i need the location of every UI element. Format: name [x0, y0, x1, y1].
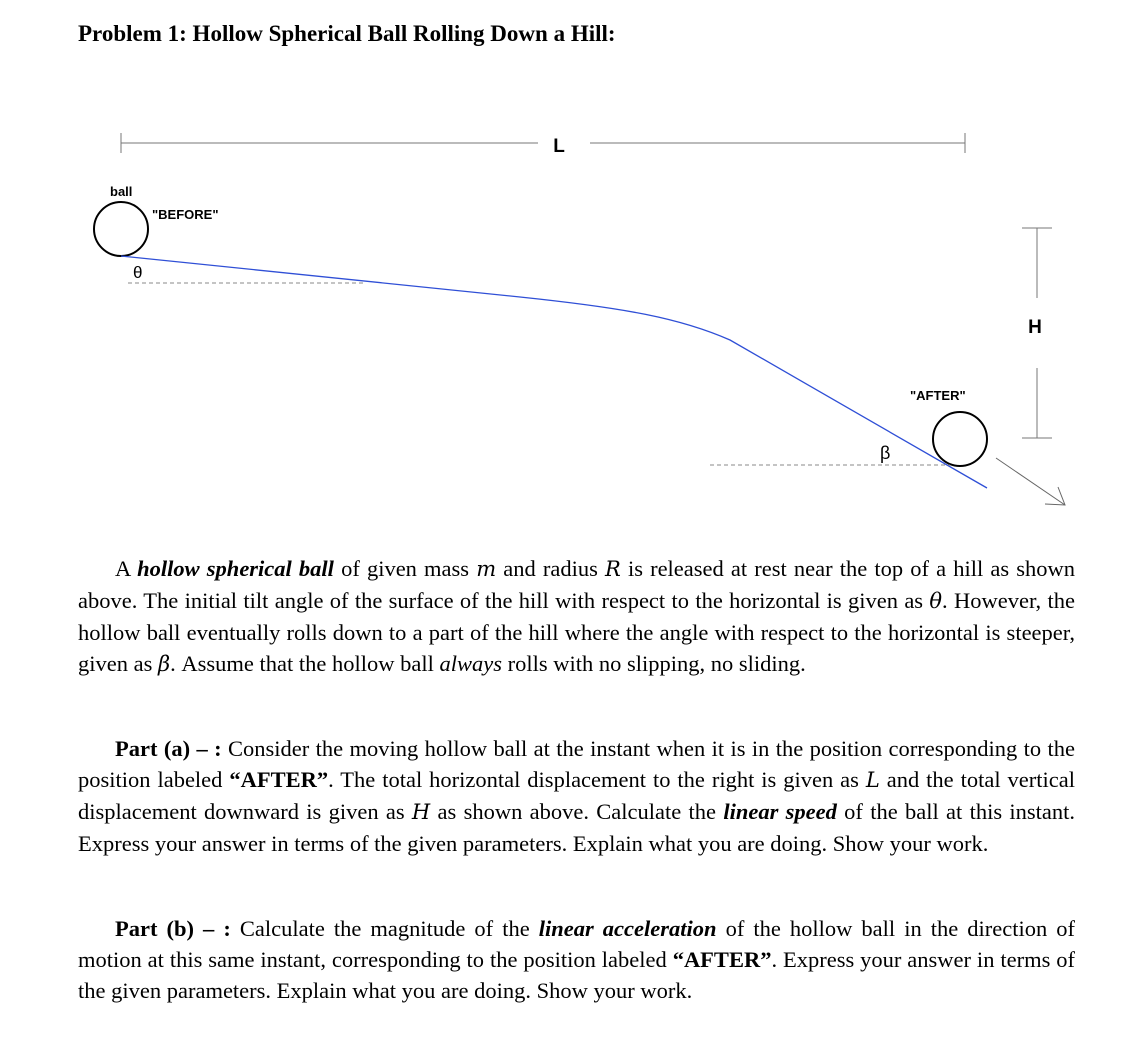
label-theta: θ: [133, 263, 143, 282]
part-b-heading: Part (b) – :: [115, 916, 231, 941]
label-ball: ball: [110, 184, 133, 199]
label-beta: β: [880, 443, 891, 463]
part-a: Part (a) – : Consider the moving hollow ball at the instant when it is in the position corresponding to the position labeled “AFTER”. The total horizontal displacement to the right is given as L and the total vertical displacement downward is given as H as shown above. Calculate the linear speed of the ball at this instant. Express your answer in terms of the given parameters. Explain what you are doing. Show your work.: [78, 736, 1075, 856]
problem-title: Problem 1: Hollow Spherical Ball Rolling Down a Hill:: [78, 21, 616, 46]
label-after: "AFTER": [910, 388, 966, 403]
label-before: "BEFORE": [152, 207, 219, 222]
problem-description: A hollow spherical ball of given mass m and radius R is released at rest near the top of a hill as shown above. The initial tilt angle of the surface of the hill with respect to the horizontal is given as θ. However, the hollow ball eventually rolls down to a part of the hill where the angle with respect to the horizontal is steeper, given as β. Assume that the hollow ball always rolls with no slipping, no sliding.: [78, 556, 1075, 676]
ball-before: [94, 202, 148, 256]
part-a-heading: Part (a) – :: [115, 736, 222, 761]
ball-after: [933, 412, 987, 466]
label-H: H: [1028, 317, 1042, 338]
motion-arrow: [996, 458, 1065, 505]
part-b: Part (b) – : Calculate the magnitude of the linear acceleration of the hollow ball in the direction of motion at this same instant, corresponding to the position labeled “AFTER”. Express your answer in terms of the given parameters. Explain what you are doing. Show your work.: [78, 916, 1076, 1003]
hill-surface: [121, 256, 987, 488]
label-L: L: [553, 136, 565, 157]
horizontal-dimension-L: [121, 133, 965, 153]
